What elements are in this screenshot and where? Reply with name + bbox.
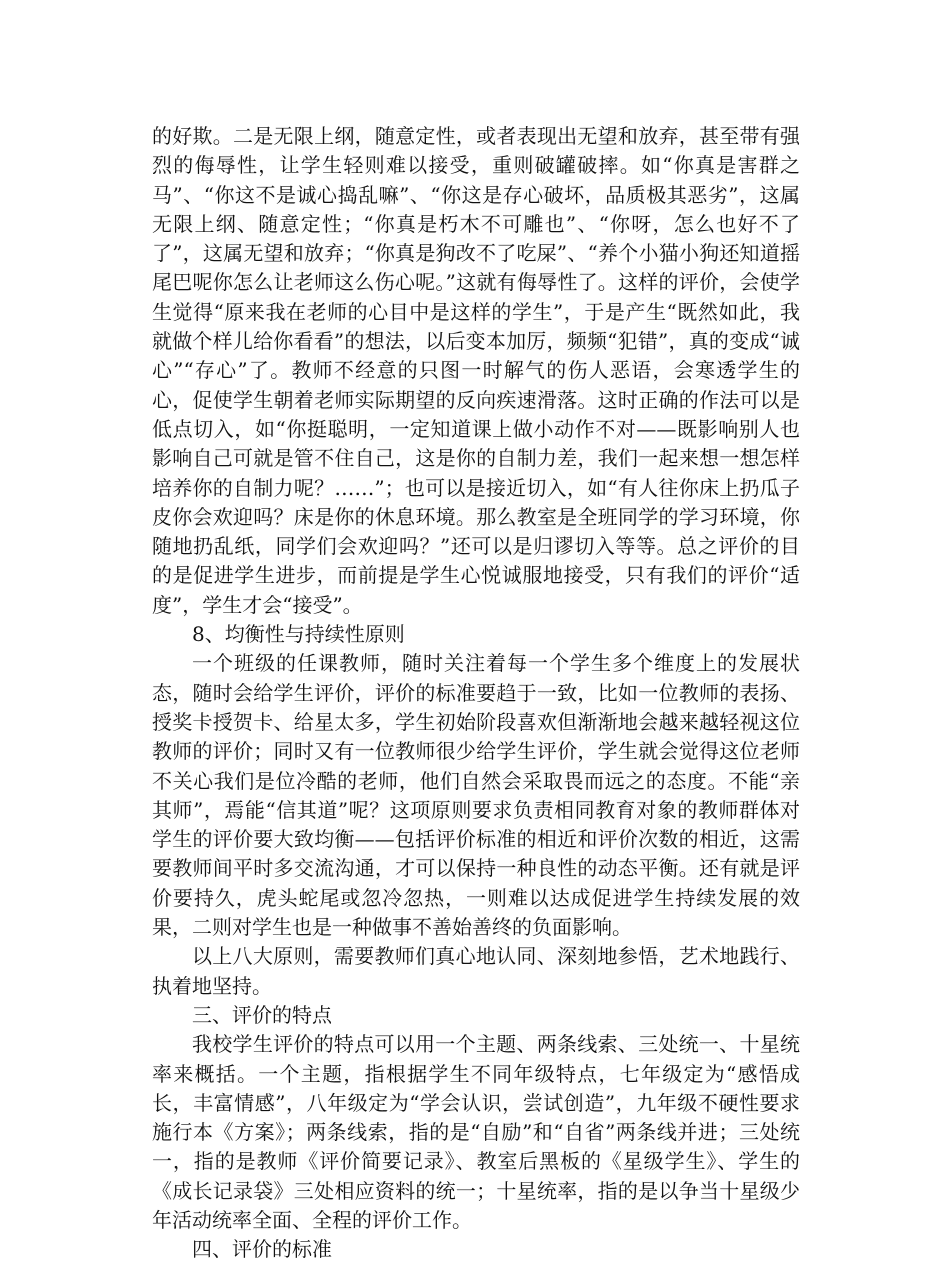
heading-section-4: 四、评价的标准 <box>192 1237 332 1262</box>
heading-principle-8: 8、均衡性与持续性原则 <box>192 622 405 647</box>
heading-section-3: 三、评价的特点 <box>192 1002 332 1027</box>
document-body <box>152 122 800 1265</box>
paragraph-principles-summary: 以上八大原则，需要教师们真心地认同、深刻地参悟，艺术地践行、执着地坚持。 <box>152 944 800 998</box>
paragraph-principle-8: 一个班级的任课教师，随时关注着每一个学生多个维度上的发展状态，随时会给学生评价，评价的标准要趋于一致，比如一位教师的表扬、授奖卡授贺卡、给星太多，学生初始阶段喜欢但渐渐地会越来越轻视这位教师的评价；同时又有一位教师很少给学生评价，学生就会觉得这位老师不关心我们是位冷酷的老师，他们自然会采取畏而远之的态度。不能“亲其师”，焉能“信其道”呢？这项原则要求负责相同教育对象的教师群体对学生的评价要大致均衡——包括评价标准的相近和评价次数的相近，这需要教师间平时多交流沟通，才可以保持一种良性的动态平衡。还有就是评价要持久，虎头蛇尾或忽冷忽热，一则难以达成促进学生持续发展的效果，二则对学生也是一种做事不善始善终的负面影响。 <box>152 651 800 940</box>
paragraph-section-3: 我校学生评价的特点可以用一个主题、两条线索、三处统一、十星统率来概括。一个主题，指根据学生不同年级特点，七年级定为“感悟成长，丰富情感”，八年级定为“学会认识，尝试创造”，九年级不硬性要求施行本《方案》；两条线索，指的是“自励”和“自省”两条线并进；三处统一，指的是教师《评价简要记录》、教室后黑板的《星级学生》、学生的《成长记录袋》三处相应资料的统一；十星统率，指的是以争当十星级少年活动统率全面、全程的评价工作。 <box>152 1032 800 1232</box>
paragraph-evaluation-examples: 的好欺。二是无限上纲，随意定性，或者表现出无望和放弃，甚至带有强烈的侮辱性，让学生轻则难以接受，重则破罐破摔。如“你真是害群之马”、“你这不是诚心捣乱嘛”、“你这是存心破坏，品质极其恶劣”，这属无限上纲、随意定性；“你真是朽木不可雕也”、“你呀，怎么也好不了了”，这属无望和放弃；“你真是狗改不了吃屎”、“养个小猫小狗还知道摇尾巴呢你怎么让老师这么伤心呢。”这就有侮辱性了。这样的评价，会使学生觉得“原来我在老师的心目中是这样的学生”，于是产生“既然如此，我就做个样儿给你看看”的想法，以后变本加厉，频频“犯错”，真的变成“诚心”“存心”了。教师不经意的只图一时解气的伤人恶语，会寒透学生的心，促使学生朝着老师实际期望的反向疾速滑落。这时正确的作法可以是低点切入，如“你挺聪明，一定知道课上做小动作不对——既影响别人也影响自己可就是管不住自己，这是你的自制力差，我们一起来想一想怎样培养你的自制力呢？……”；也可以是接近切入，如“有人往你床上扔瓜子皮你会欢迎吗？床是你的休息环境。那么教室是全班同学的学习环境，你随地扔乱纸，同学们会欢迎吗？”还可以是归谬切入等等。总之评价的目的是促进学生进步，而前提是学生心悦诚服地接受，只有我们的评价“适度”，学生才会“接受”。 <box>152 124 800 617</box>
